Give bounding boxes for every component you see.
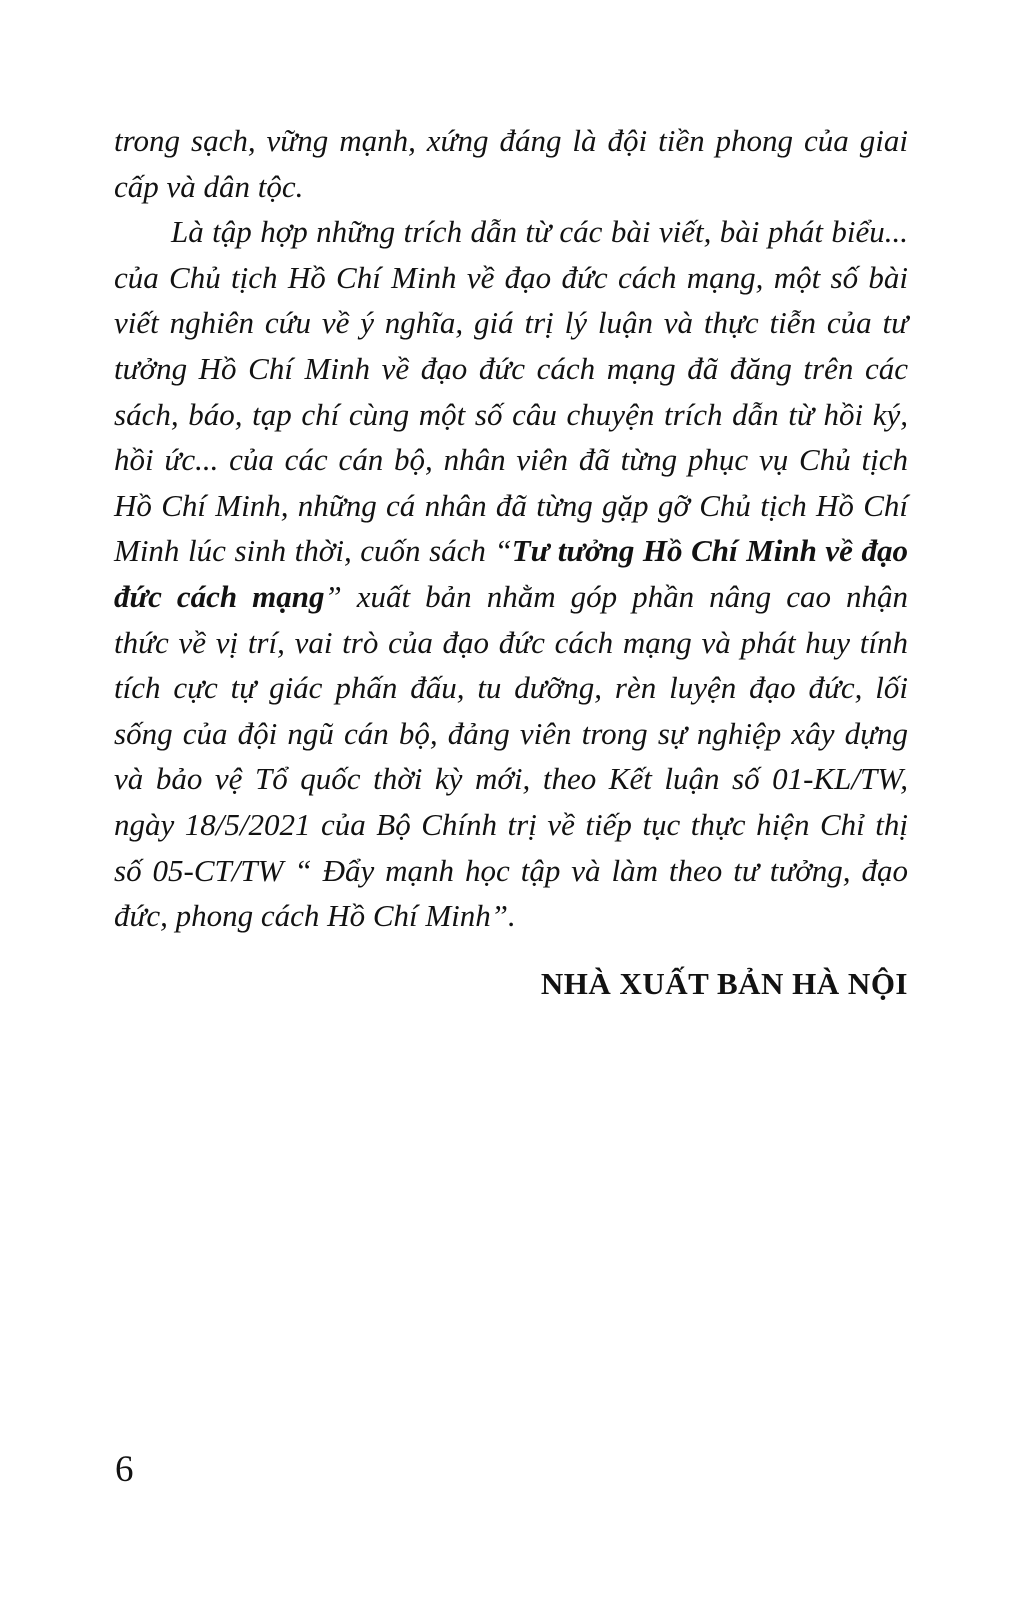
text-segment: tích cực tự giác phấn đấu, tu dưỡng, rèn luyện đạo đức, lối <box>114 670 908 706</box>
text-line <box>114 574 908 620</box>
text-segment: thức về vị trí, vai trò của đạo đức cách mạng và phát huy tính <box>114 624 908 660</box>
paragraph <box>114 118 908 209</box>
text-segment: đức, phong cách Hồ Chí Minh”. <box>114 898 516 934</box>
text-segment: ” xuất bản nhằm góp phần nâng cao nhận <box>324 578 908 614</box>
text-line <box>114 164 908 210</box>
text-line <box>114 255 908 301</box>
text-segment: của Chủ tịch Hồ Chí Minh về đạo đức cách mạng, một số bài <box>114 259 908 295</box>
text-line <box>114 802 908 848</box>
text-segment: tưởng Hồ Chí Minh về đạo đức cách mạng đã đăng trên các <box>114 350 908 386</box>
text-line <box>114 300 908 346</box>
text-segment: viết nghiên cứu về ý nghĩa, giá trị lý luận và thực tiễn của tư <box>114 305 908 341</box>
text-line <box>114 346 908 392</box>
text-line <box>114 848 908 894</box>
text-line <box>114 392 908 438</box>
text-segment: sách, báo, tạp chí cùng một số câu chuyện trích dẫn từ hồi ký, <box>114 396 908 432</box>
text-line <box>114 528 908 574</box>
publisher-line: NHÀ XUẤT BẢN HÀ NỘI <box>540 966 908 1001</box>
paragraph <box>114 209 908 939</box>
text-line <box>114 209 908 255</box>
text-segment: số 05-CT/TW “ Đẩy mạnh học tập và làm theo tư tưởng, đạo <box>114 852 908 888</box>
page-number: 6 <box>115 1449 134 1490</box>
text-segment: ngày 18/5/2021 của Bộ Chính trị về tiếp tục thực hiện Chỉ thị <box>114 806 908 842</box>
text-line <box>114 437 908 483</box>
book-title-bold-segment: đức cách mạng <box>114 578 325 614</box>
text-segment: sống của đội ngũ cán bộ, đảng viên trong sự nghiệp xây dựng <box>114 715 908 751</box>
text-segment: Hồ Chí Minh, những cá nhân đã từng gặp gỡ Chủ tịch Hồ Chí <box>114 487 908 523</box>
body-text <box>114 118 908 939</box>
text-line <box>114 665 908 711</box>
text-line <box>114 711 908 757</box>
text-segment: trong sạch, vững mạnh, xứng đáng là đội tiền phong của giai <box>114 123 908 158</box>
text-segment: Minh lúc sinh thời, cuốn sách “ <box>114 533 512 569</box>
text-segment: cấp và dân tộc. <box>114 168 304 204</box>
text-line <box>114 118 908 164</box>
text-line <box>114 893 908 939</box>
text-line <box>114 483 908 529</box>
text-segment: hồi ức... của các cán bộ, nhân viên đã từng phục vụ Chủ tịch <box>114 442 908 478</box>
text-segment: và bảo vệ Tổ quốc thời kỳ mới, theo Kết luận số 01-KL/TW, <box>114 761 908 797</box>
book-title-bold-segment: Tư tưởng Hồ Chí Minh về đạo <box>511 533 908 569</box>
text-segment: Là tập hợp những trích dẫn từ các bài viết, bài phát biểu... <box>171 214 908 250</box>
text-line <box>114 620 908 666</box>
text-line <box>114 756 908 802</box>
